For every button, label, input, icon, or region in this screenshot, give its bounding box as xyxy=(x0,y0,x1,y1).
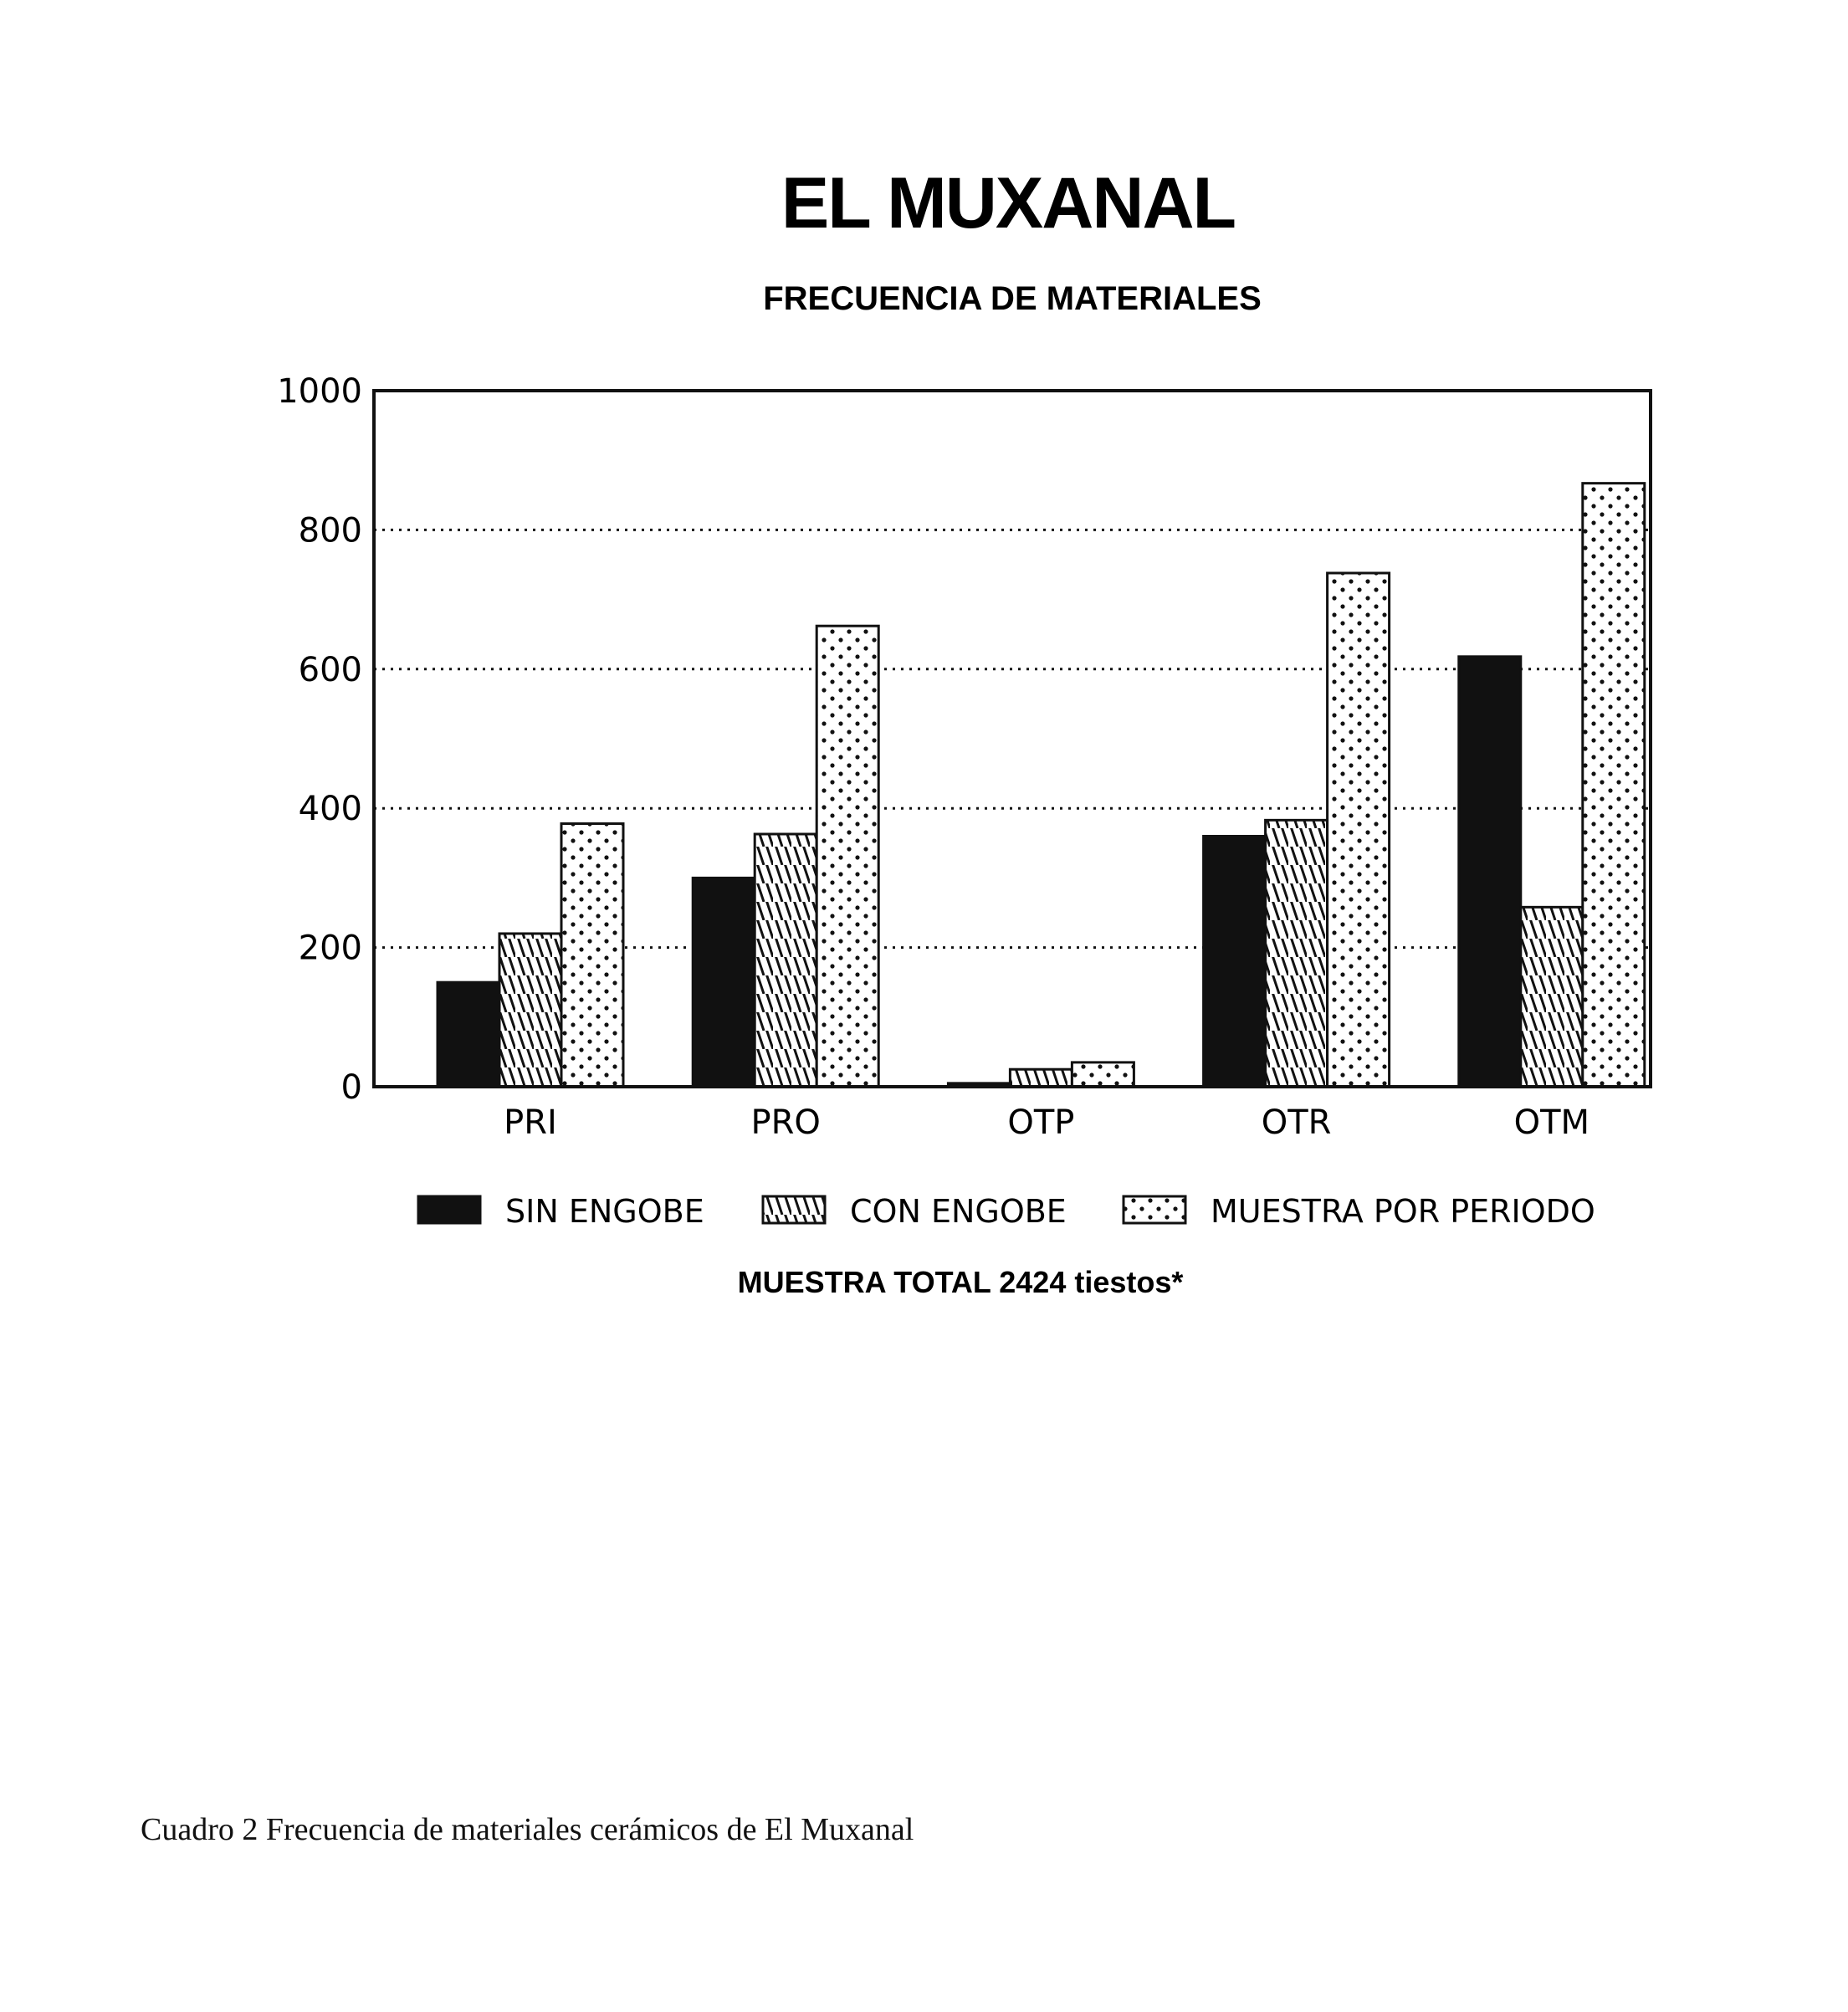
figure-caption: Cuadro 2 Frecuencia de materiales cerámicos de El Muxanal xyxy=(141,1812,914,1847)
legend-swatch-solid xyxy=(418,1196,480,1223)
bar-dots-otr xyxy=(1328,573,1390,1087)
legend-label: SIN ENGOBE xyxy=(505,1193,704,1230)
legend-swatch-hatch xyxy=(763,1196,825,1223)
x-category-label: OTR xyxy=(1261,1103,1332,1142)
bar-dots-pri xyxy=(561,824,623,1087)
bar-dots-otm xyxy=(1583,484,1645,1087)
bar-solid-pri xyxy=(438,982,499,1087)
x-axis-categories xyxy=(504,1103,1589,1142)
y-tick-label: 600 xyxy=(298,650,362,689)
bars xyxy=(438,484,1645,1087)
sample-total-note: MUESTRA TOTAL 2424 tiestos* xyxy=(737,1265,1184,1299)
chart-title: EL MUXANAL xyxy=(781,163,1236,243)
bar-dots-otp xyxy=(1072,1062,1134,1087)
y-axis-ticks xyxy=(277,372,362,1107)
bar-solid-otr xyxy=(1204,836,1266,1087)
bar-hatch-otp xyxy=(1010,1069,1072,1087)
bar-solid-pro xyxy=(693,878,755,1087)
y-tick-label: 200 xyxy=(298,929,362,968)
bar-hatch-otm xyxy=(1521,907,1583,1087)
bar-hatch-otr xyxy=(1266,820,1328,1087)
x-category-label: PRO xyxy=(750,1103,821,1142)
y-tick-label: 1000 xyxy=(277,372,362,411)
legend xyxy=(418,1193,1595,1230)
legend-label: MUESTRA POR PERIODO xyxy=(1211,1193,1595,1230)
x-category-label: OTP xyxy=(1007,1103,1075,1142)
bar-hatch-pri xyxy=(499,934,561,1087)
bar-solid-otm xyxy=(1459,657,1521,1087)
y-tick-label: 400 xyxy=(298,790,362,829)
legend-swatch-dots xyxy=(1124,1196,1185,1223)
x-category-label: PRI xyxy=(504,1103,557,1142)
legend-label: CON ENGOBE xyxy=(850,1193,1067,1230)
y-tick-label: 0 xyxy=(340,1068,362,1107)
bar-hatch-pro xyxy=(755,834,816,1087)
chart-subtitle: FRECUENCIA DE MATERIALES xyxy=(763,280,1262,317)
bar-dots-pro xyxy=(816,626,878,1087)
x-category-label: OTM xyxy=(1513,1103,1590,1142)
y-tick-label: 800 xyxy=(298,511,362,550)
